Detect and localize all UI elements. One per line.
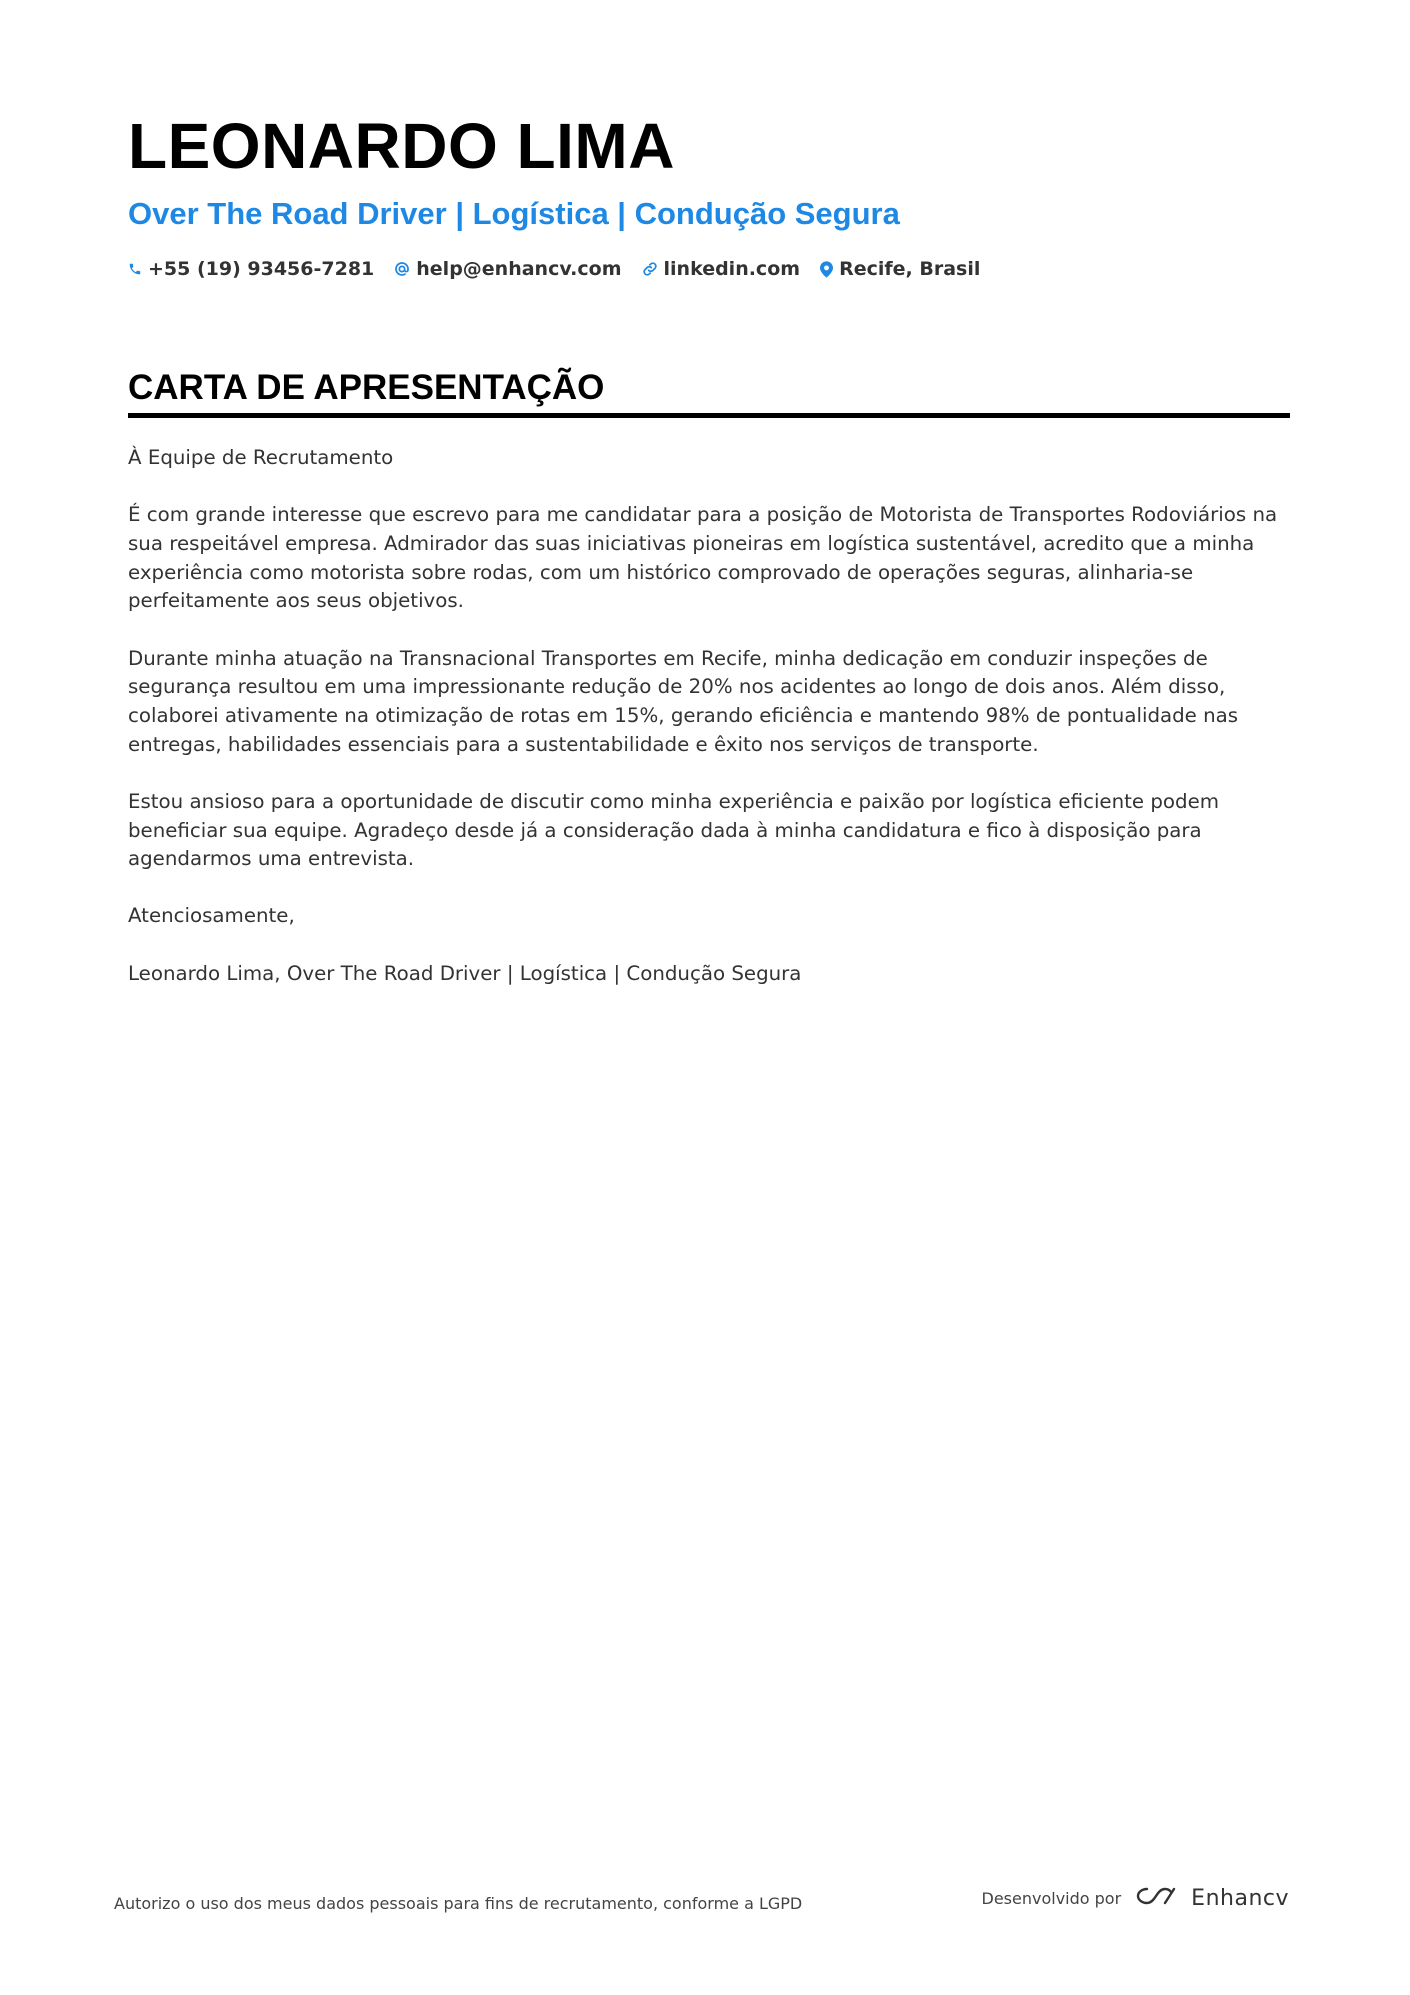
powered-by	[982, 1884, 1289, 1912]
header	[128, 108, 1288, 280]
at-icon	[394, 261, 410, 277]
letter-signature: Leonardo Lima, Over The Road Driver | Logística | Condução Segura	[128, 961, 802, 985]
letter-greeting: À Equipe de Recrutamento	[128, 446, 394, 469]
letter-paragraph: Estou ansioso para a oportunidade de discutir como minha experiência e paixão por logística eficiente podem beneficiar sua equipe. Agradeço desde já a consideração dada à minha candidatura e fico à disposição para agendarmos uma entrevista.	[128, 789, 1220, 871]
powered-by-label: Desenvolvido por	[981, 1888, 1122, 1908]
enhancv-logo-icon	[1133, 1884, 1179, 1912]
location-text: Recife, Brasil	[839, 258, 981, 280]
consent-note: Autorizo o uso dos meus dados pessoais para fins de recrutamento, conforme a LGPD	[114, 1894, 803, 1913]
contact-location	[820, 258, 980, 280]
letter-paragraph: É com grande interesse que escrevo para me candidatar para a posição de Motorista de Transportes Rodoviários na sua respeitável empresa. Admirador das suas iniciativas pioneiras em logística sustentável, acredito que a minha experiência como motorista sobre rodas, com um histórico comprovado de operações seguras, alinharia-se perfeitamente aos seus objetivos.	[128, 503, 1278, 613]
letter-paragraph: Durante minha atuação na Transnacional Transportes em Recife, minha dedicação em conduzir inspeções de segurança resultou em uma impressionante redução de 20% nos acidentes ao longo de dois anos. Além disso, colaborei ativamente na otimização de rotas em 15%, gerando eficiência e mantendo 98% de pontualidade nas entregas, habilidades essenciais para a sustentabilidade e êxito nos serviços de transporte.	[128, 646, 1239, 756]
phone-text: +55 (19) 93456-7281	[148, 258, 375, 280]
cover-letter-section	[128, 366, 1290, 1017]
linkedin-link[interactable]: linkedin.com	[663, 258, 801, 280]
contact-info	[128, 258, 1288, 280]
email-link[interactable]: help@enhancv.com	[416, 258, 622, 280]
map-pin-icon	[820, 261, 833, 278]
contact-email[interactable]	[394, 258, 621, 280]
link-icon	[642, 261, 658, 277]
brand-name: Enhancv	[1191, 1885, 1289, 1911]
candidate-name: LEONARDO LIMA	[128, 110, 675, 182]
contact-phone	[128, 258, 374, 280]
letter-body	[128, 444, 1290, 988]
section-title: CARTA DE APRESENTAÇÃO	[128, 366, 1290, 418]
phone-icon	[128, 261, 142, 277]
candidate-title: Over The Road Driver | Logística | Condução Segura	[128, 196, 900, 231]
contact-linkedin[interactable]	[642, 258, 801, 280]
letter-closing: Atenciosamente,	[128, 904, 295, 928]
